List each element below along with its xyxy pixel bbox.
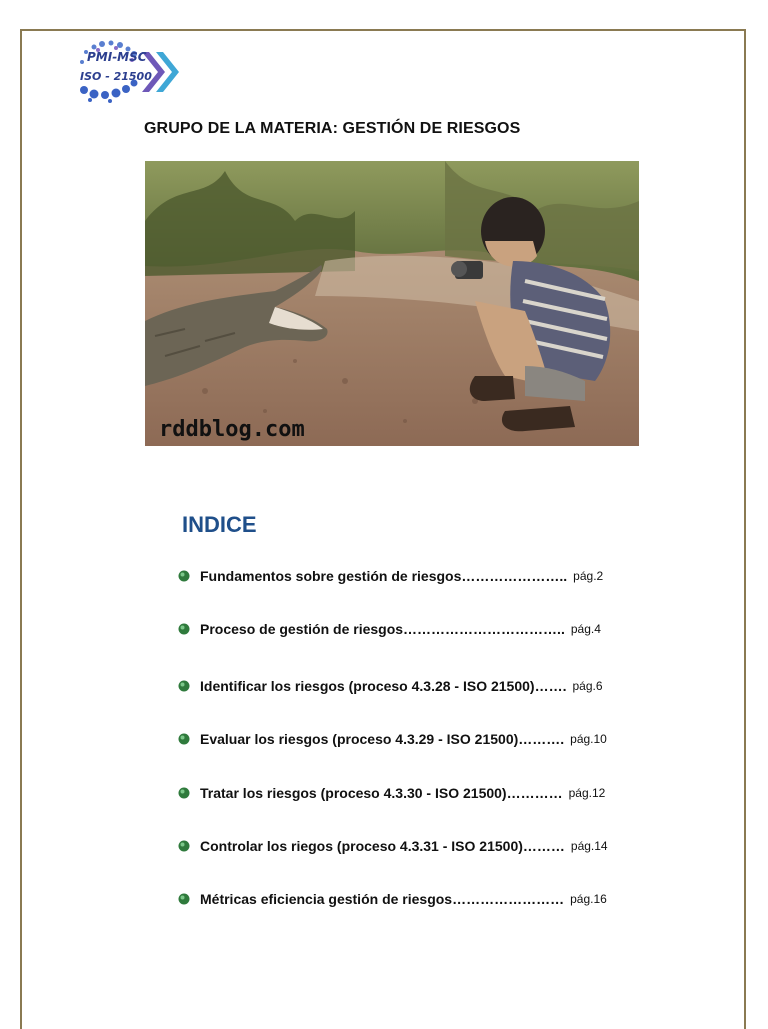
green-gem-bullet-icon — [178, 623, 190, 635]
logo-line2: ISO - 21500 — [80, 70, 152, 83]
toc-item-page: pág.6 — [572, 679, 603, 693]
toc-item[interactable] — [178, 619, 601, 639]
toc-item-page: pág.10 — [570, 732, 607, 746]
toc-item-page: pág.12 — [568, 786, 606, 800]
toc-item-page: pág.14 — [570, 839, 608, 853]
green-gem-bullet-icon — [178, 893, 190, 905]
toc-item-label: Identificar los riesgos (proceso 4.3.28 - ISO 21500)……. — [200, 678, 567, 694]
toc-item-page: pág.4 — [570, 622, 601, 636]
logo-line1: PMI-MSC — [87, 50, 147, 64]
toc-item-label: Controlar los riegos (proceso 4.3.31 - ISO 21500)……… — [200, 838, 565, 854]
toc-item[interactable] — [178, 676, 603, 696]
document-title: GRUPO DE LA MATERIA: GESTIÓN DE RIESGOS — [144, 120, 521, 137]
toc-item-page: pág.16 — [570, 892, 607, 906]
index-heading: INDICE — [182, 512, 257, 537]
green-gem-bullet-icon — [178, 733, 190, 745]
toc-item-label: Tratar los riesgos (proceso 4.3.30 - ISO 21500)………… — [200, 785, 563, 801]
toc-item[interactable] — [178, 889, 607, 909]
toc-item-label: Métricas eficiencia gestión de riesgos…………………… — [200, 891, 565, 907]
green-gem-bullet-icon — [178, 840, 190, 852]
photo-watermark: rddblog.com — [159, 417, 305, 442]
toc-item[interactable] — [178, 729, 607, 749]
green-gem-bullet-icon — [178, 680, 190, 692]
pmi-msc-logo — [72, 38, 188, 104]
green-gem-bullet-icon — [178, 570, 190, 582]
toc-item-page: pág.2 — [573, 569, 604, 583]
toc-item-label: Evaluar los riesgos (proceso 4.3.29 - ISO 21500)………. — [200, 731, 565, 747]
toc-item-label: Proceso de gestión de riesgos…………………………….. — [200, 621, 565, 637]
green-gem-bullet-icon — [178, 787, 190, 799]
toc-item-label: Fundamentos sobre gestión de riesgos………………….. — [200, 568, 568, 584]
toc-item[interactable] — [178, 783, 605, 803]
cover-photo — [145, 161, 639, 446]
toc-item[interactable] — [178, 566, 603, 586]
toc-item[interactable] — [178, 836, 608, 856]
